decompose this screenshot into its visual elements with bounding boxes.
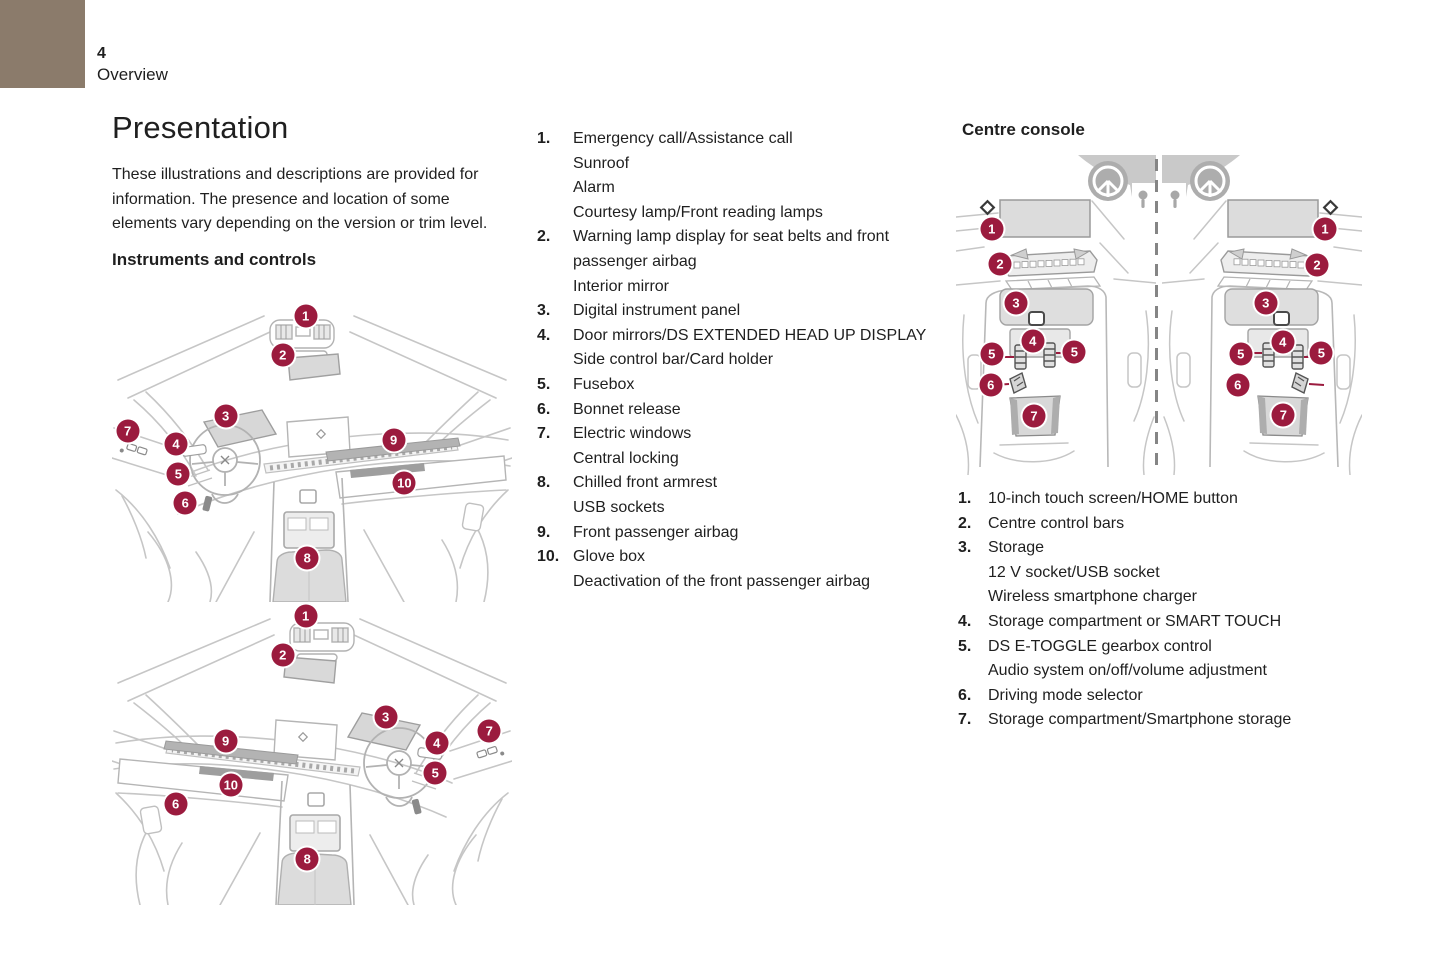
- list-item-text: Audio system on/off/volume adjustment: [988, 662, 1267, 680]
- list-item-text: Front passenger airbag: [573, 523, 739, 541]
- list-item-text: Side control bar/Card holder: [573, 351, 774, 369]
- list-item-text: DS E-TOGGLE gearbox control: [988, 637, 1212, 655]
- list-item-text: Electric windows: [573, 425, 692, 443]
- instruments-list: [537, 127, 945, 594]
- callout-badge-7: 7: [478, 720, 501, 743]
- callout-badge-1: 1: [1314, 217, 1337, 240]
- callout-badge-4: 4: [1021, 330, 1044, 353]
- list-item-text: Storage compartment or SMART TOUCH: [988, 612, 1282, 630]
- list-item-text: Driving mode selector: [988, 686, 1143, 704]
- callout-badge-3: 3: [1005, 292, 1028, 315]
- list-item-text: Door mirrors/DS EXTENDED HEAD UP DISPLAY: [573, 326, 927, 344]
- callout-badge-5: 5: [1310, 342, 1333, 365]
- callout-badge-10: 10: [219, 774, 242, 797]
- list-item-text: Glove box: [573, 548, 646, 566]
- callout-badge-4: 4: [425, 732, 448, 755]
- list-item-text: Fusebox: [573, 375, 635, 393]
- list-item-text: Wireless smartphone charger: [988, 588, 1197, 606]
- page-title: Presentation: [112, 110, 289, 145]
- list-item-number: 5.: [537, 375, 551, 393]
- list-item-text: Storage compartment/Smartphone storage: [988, 711, 1292, 729]
- list-item-number: 10.: [537, 548, 560, 566]
- list-item-text: Courtesy lamp/Front reading lamps: [573, 203, 823, 221]
- list-item: [958, 512, 1382, 537]
- callout-badge-9: 9: [214, 729, 237, 752]
- callout-badge-8: 8: [296, 847, 319, 870]
- callout-badge-6: 6: [1226, 374, 1249, 397]
- list-item-number: 7.: [537, 425, 551, 443]
- list-item-number: 9.: [537, 523, 551, 541]
- list-item-text: Storage: [988, 539, 1045, 557]
- list-item-text: Digital instrument panel: [573, 302, 741, 320]
- list-item-text: Deactivation of the front passenger airbag: [573, 572, 871, 590]
- console-drawing-mirrored: [1162, 155, 1362, 475]
- callout-badge-5: 5: [980, 343, 1003, 366]
- callout-badge-5: 5: [1229, 343, 1252, 366]
- callout-badge-1: 1: [980, 218, 1003, 241]
- list-item-number: 2.: [537, 228, 551, 246]
- section-label: Overview: [97, 65, 168, 84]
- list-item-number: 1.: [958, 490, 972, 507]
- console-illustrations: [956, 155, 1362, 475]
- callout-badge-5: 5: [1063, 341, 1086, 364]
- list-item-text: Alarm: [573, 179, 615, 197]
- list-item-text: Bonnet release: [573, 400, 681, 418]
- list-item-text: Centre control bars: [988, 514, 1125, 532]
- list-item: [537, 299, 945, 324]
- console-drawing: [956, 155, 1156, 475]
- list-item: [958, 536, 1382, 610]
- callout-badge-7: 7: [116, 420, 139, 443]
- left-column: [112, 110, 512, 270]
- dashboard-illustration-lhd: [112, 300, 512, 602]
- list-item-number: 4.: [958, 612, 972, 630]
- corner-colour-block: [0, 0, 85, 88]
- list-item-text: Chilled front armrest: [573, 474, 718, 492]
- list-item-number: 8.: [537, 474, 551, 492]
- callout-badge-5: 5: [167, 462, 190, 485]
- callout-badge-9: 9: [382, 428, 405, 451]
- list-item-text: USB sockets: [573, 498, 665, 516]
- list-item-text: 10-inch touch screen/HOME button: [988, 490, 1238, 507]
- callout-badge-6: 6: [979, 374, 1002, 397]
- list-item-text: Interior mirror: [573, 277, 670, 295]
- list-item: [537, 225, 945, 299]
- list-item: [958, 610, 1382, 635]
- list-item: [537, 545, 945, 594]
- callout-badge-3: 3: [1254, 292, 1277, 315]
- list-item-text: Sunroof: [573, 154, 630, 172]
- callout-badge-4: 4: [1271, 330, 1294, 353]
- console-illustration-right: [1162, 155, 1362, 475]
- callout-badge-5: 5: [424, 762, 447, 785]
- list-item: [958, 487, 1382, 512]
- list-item: [537, 521, 945, 546]
- callout-badge-7: 7: [1023, 404, 1046, 427]
- list-item-number: 6.: [958, 686, 972, 704]
- list-item: [958, 684, 1382, 709]
- page-number: 4: [97, 45, 106, 62]
- console-heading: Centre console: [962, 120, 1085, 139]
- console-list: [958, 487, 1382, 733]
- list-item-text: Emergency call/Assistance call: [573, 130, 793, 147]
- list-item-number: 5.: [958, 637, 972, 655]
- list-item: [537, 373, 945, 398]
- page-header: [97, 43, 168, 86]
- dashboard-illustration-rhd: [112, 603, 512, 905]
- callout-badge-4: 4: [165, 433, 188, 456]
- callout-badge-2: 2: [271, 643, 294, 666]
- list-item-number: 6.: [537, 400, 551, 418]
- callout-badge-6: 6: [174, 492, 197, 515]
- list-item-number: 7.: [958, 711, 972, 729]
- console-illustration-left: [956, 155, 1156, 475]
- list-item-text: Warning lamp display for seat belts and front passenger airbag: [573, 228, 890, 270]
- list-item-number: 3.: [958, 539, 972, 557]
- list-item-number: 1.: [537, 130, 551, 147]
- list-item-number: 4.: [537, 326, 551, 344]
- list-item: [537, 324, 945, 373]
- callout-badge-1: 1: [294, 604, 317, 627]
- list-item-text: Central locking: [573, 449, 679, 467]
- list-item-text: 12 V socket/USB socket: [988, 563, 1160, 581]
- list-item: [537, 471, 945, 520]
- list-item-number: 3.: [537, 302, 551, 320]
- callout-badge-6: 6: [164, 793, 187, 816]
- callout-badge-8: 8: [296, 546, 319, 569]
- list-item: [958, 708, 1382, 733]
- list-item: [537, 127, 945, 225]
- callout-badge-2: 2: [989, 253, 1012, 276]
- callout-badge-1: 1: [294, 304, 317, 327]
- callout-badge-7: 7: [1272, 404, 1295, 427]
- list-item: [537, 398, 945, 423]
- console-divider: [1155, 159, 1158, 465]
- instruments-subheading: Instruments and controls: [112, 249, 317, 269]
- callout-badge-3: 3: [374, 705, 397, 728]
- intro-paragraph: These illustrations and descriptions are provided for information. The presence and location of some elements vary depending on the version or trim level.: [112, 166, 488, 233]
- callout-badge-2: 2: [271, 343, 294, 366]
- list-item: [537, 422, 945, 471]
- callout-badge-2: 2: [1306, 253, 1329, 276]
- list-item-number: 2.: [958, 514, 972, 532]
- list-item: [958, 635, 1382, 684]
- callout-badge-10: 10: [393, 472, 416, 495]
- callout-badge-3: 3: [214, 404, 237, 427]
